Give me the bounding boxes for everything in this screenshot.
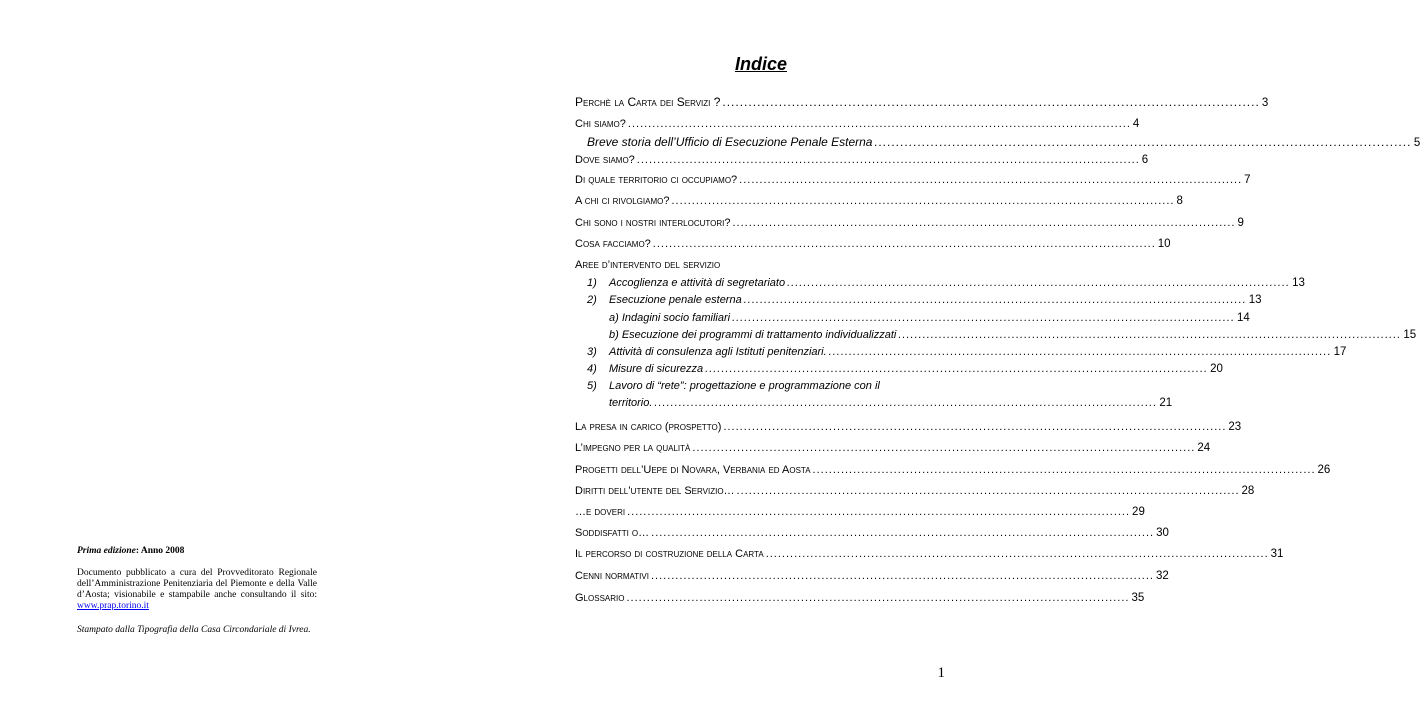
toc-entry[interactable]: …e doveri ............................................................................................................................ 29 bbox=[575, 506, 1145, 518]
toc-entry[interactable]: Glossario ............................................................................................................................ 35 bbox=[575, 592, 1145, 604]
website-link[interactable]: www.prap.torino.it bbox=[77, 601, 149, 611]
toc-entry[interactable]: 5) Lavoro di “rete”: progettazione e programmazione con il bbox=[587, 380, 880, 392]
toc-entry[interactable]: 1) Accoglienza e attività di segretariato ............................................................................................................................ 13 bbox=[587, 277, 1305, 289]
toc-entry[interactable]: a) Indagini socio familiari ............................................................................................................................ 14 bbox=[609, 312, 1250, 324]
printer-note: Stampato dalla Tipografia della Casa Circondariale di Ivrea. bbox=[77, 625, 311, 635]
toc-entry[interactable]: A chi ci rivolgiamo? ............................................................................................................................ 8 bbox=[575, 195, 1183, 207]
toc-entry[interactable]: L’impegno per la qualità ............................................................................................................................ 24 bbox=[575, 442, 1211, 454]
toc-section-heading[interactable]: Aree d’intervento del servizio bbox=[575, 259, 721, 271]
toc-entry[interactable]: Dove siamo? ............................................................................................................................ 6 bbox=[575, 154, 1149, 166]
edition-line bbox=[77, 546, 317, 557]
toc-entry[interactable]: Di quale territorio ci occupiamo? ............................................................................................................................ 7 bbox=[575, 174, 1251, 186]
toc-title: Indice bbox=[734, 54, 787, 74]
toc-entry[interactable]: territorio. ............................................................................................................................ 21 bbox=[609, 397, 1173, 409]
toc-entry[interactable]: La presa in carico (prospetto) ............................................................................................................................ 23 bbox=[575, 421, 1242, 433]
toc-entry[interactable]: b) Esecuzione dei programmi di trattamento individualizzati ............................................................................................................................ 15 bbox=[609, 329, 1417, 341]
publication-description: Documento pubblicato a cura del Provveditorato Regionale dell’Amministrazione Penitenziaria del Piemonte e della Valle d’Aosta; visionabile e stampabile anche consultando il sito: bbox=[77, 568, 317, 600]
toc-entry[interactable]: Chi siamo? ............................................................................................................................ 4 bbox=[575, 118, 1140, 130]
imprint-block bbox=[77, 546, 317, 636]
toc-entry[interactable]: 2) Esecuzione penale esterna ............................................................................................................................ 13 bbox=[587, 294, 1262, 306]
toc-entry[interactable]: Perchè la Carta dei Servizi ? ............................................................................................................................ 3 bbox=[575, 95, 1269, 109]
toc-entry[interactable]: Breve storia dell’Ufficio di Esecuzione Penale Esterna ............................................................................................................................ 5 bbox=[587, 135, 1420, 149]
toc-entry[interactable]: Cosa facciamo? ............................................................................................................................ 10 bbox=[575, 238, 1171, 250]
edition-label: Prima edizione bbox=[77, 546, 136, 556]
toc-entry[interactable]: Progetti dell’Uepe di Novara, Verbania ed Aosta ............................................................................................................................ 26 bbox=[575, 464, 1331, 476]
publication-note bbox=[77, 568, 317, 612]
toc-entry[interactable]: 4) Misure di sicurezza ............................................................................................................................ 20 bbox=[587, 363, 1223, 375]
toc-entry[interactable]: Il percorso di costruzione della Carta ............................................................................................................................ 31 bbox=[575, 548, 1284, 560]
toc-entry[interactable]: Chi sono i nostri interlocutori? ............................................................................................................................ 9 bbox=[575, 217, 1244, 229]
toc-entry[interactable]: Diritti dell’utente del Servizio… ............................................................................................................................ 28 bbox=[575, 485, 1255, 497]
toc-entry[interactable]: Soddisfatti o… ............................................................................................................................ 30 bbox=[575, 527, 1169, 539]
edition-value: : Anno 2008 bbox=[135, 546, 185, 556]
toc-entry[interactable]: Cenni normativi ............................................................................................................................ 32 bbox=[575, 570, 1169, 582]
toc-entry[interactable]: 3) Attività di consulenza agli Istituti penitenziari. ............................................................................................................................ 17 bbox=[587, 346, 1347, 358]
page-number: 1 bbox=[937, 665, 945, 681]
